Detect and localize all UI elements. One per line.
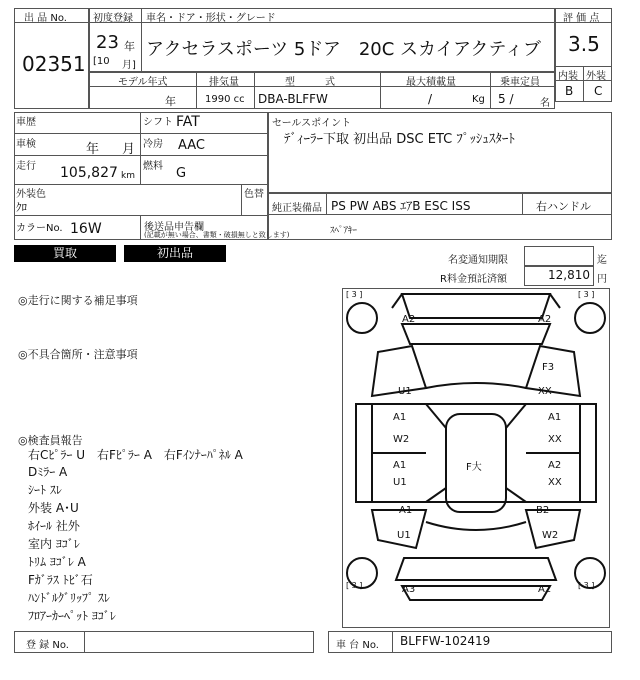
inspector-line: ﾌﾛｱｰｶｰﾍﾟｯﾄ ﾖｺﾞﾚ	[28, 609, 116, 623]
inspector-line: ﾊﾝﾄﾞﾙｸﾞﾘｯﾌﾟ ｽﾚ	[28, 591, 110, 605]
car-name-label: 車名・ドア・形状・グレード	[146, 13, 276, 24]
score-value: 3.5	[568, 32, 600, 56]
sales-point-value: ﾃﾞｨｰﾗｰ下取 初出品 DSC ETC ﾌﾟｯｼｭｽﾀｰﾄ	[284, 132, 515, 147]
inspector-line: 外装 A･U	[28, 501, 79, 515]
mark-left-front-door-2: W2	[393, 434, 410, 445]
registration-year: 23	[96, 32, 119, 53]
first-registration-label: 初度登録	[93, 13, 133, 24]
mark-right-quarter: B2	[536, 505, 550, 516]
tire-front-left	[347, 303, 377, 333]
damage-diagram	[342, 288, 610, 628]
r-fee-yen: 円	[597, 274, 607, 285]
mark-left-quarter: A1	[399, 505, 413, 516]
registration-month: 10	[96, 56, 110, 67]
docs-label: 後送品申告欄	[144, 222, 204, 233]
mark-right-front-door: A1	[548, 412, 562, 423]
shaken-year-unit: 年	[86, 142, 100, 157]
inspector-line: ﾄﾘﾑ ﾖｺﾞﾚ A	[28, 555, 86, 569]
inspector-line: 室内 ﾖｺﾞﾚ	[28, 537, 80, 551]
mark-right-fender-2: XX	[538, 386, 552, 397]
max-load-unit: Kg	[472, 94, 485, 105]
tire-label-front-right: [ 3 ]	[578, 290, 595, 299]
tire-front-right	[575, 303, 605, 333]
ext-color-value: ｸﾛ	[16, 201, 27, 214]
inspector-line: ﾎｲｰﾙ 社外	[28, 519, 80, 533]
shift-value: FAT	[176, 114, 200, 130]
ext-color-label: 外装色	[16, 189, 46, 200]
aircon-value: AAC	[178, 138, 205, 153]
registration-no-label: 登 録 No.	[26, 640, 69, 651]
capacity-value: 5 /	[498, 92, 514, 106]
name-change-label: 名変通知期限	[448, 255, 508, 266]
lot-number-label: 出 品 No.	[24, 13, 67, 24]
mark-right-front-door-2: XX	[548, 434, 562, 445]
capacity-label: 乗車定員	[500, 77, 540, 88]
supplementary-heading: ◎走行に関する補足事項	[18, 294, 138, 307]
docs-value-cell	[268, 215, 612, 240]
equipment-value: PS PW ABS ｴｱB ESC ISS	[331, 199, 471, 213]
name-change-until: 迄	[597, 255, 607, 266]
tire-label-rear-right: [ 3 ]	[578, 581, 595, 590]
registration-month-bracket: [10	[93, 56, 110, 67]
mark-roof: F大	[466, 462, 482, 473]
interior-grade: B	[565, 84, 574, 98]
mark-front-right-bumper: A2	[538, 314, 552, 325]
color-change-label: 色替	[244, 189, 264, 200]
r-fee-label: R料金預託済額	[440, 274, 507, 285]
color-no-value: 16W	[70, 221, 102, 237]
max-load-label: 最大積載量	[406, 77, 456, 88]
mark-rear-left-bumper: A3	[402, 584, 416, 595]
color-no-label: カラーNo.	[16, 223, 63, 234]
mark-rear-right-bumper: A2	[538, 584, 552, 595]
mark-left-quarter-2: U1	[397, 530, 411, 541]
mileage-label: 走行	[16, 161, 36, 172]
handle-value: 右ハンドル	[536, 200, 591, 213]
capacity-unit: 名	[540, 98, 550, 109]
buy-badge: 買取	[14, 245, 116, 262]
fuel-label: 燃料	[143, 161, 163, 172]
mark-left-fender: U1	[398, 386, 412, 397]
lot-number-value: 02351	[22, 52, 86, 76]
mark-right-quarter-2: W2	[542, 530, 559, 541]
sales-point-label: セールスポイント	[272, 118, 352, 129]
equipment-label: 純正装備品	[272, 203, 322, 214]
month-unit: 月]	[122, 60, 136, 71]
inspector-line: Fｶﾞﾗｽ ﾄﾋﾞ石	[28, 573, 93, 587]
max-load-separator: /	[428, 92, 433, 106]
year-unit: 年	[124, 40, 135, 53]
model-year-label: モデル年式	[118, 77, 168, 88]
shaken-label: 車検	[16, 139, 36, 150]
mileage-value: 105,827	[60, 165, 118, 181]
inspector-heading: ◎検査員報告	[18, 434, 83, 447]
aircon-label: 冷房	[143, 139, 163, 150]
fuel-value: G	[176, 166, 187, 181]
model-year-unit: 年	[165, 95, 176, 108]
model-type-label: 型 式	[285, 77, 335, 88]
inspector-line: Dﾐﾗｰ A	[28, 465, 68, 479]
interior-label: 内装	[558, 71, 578, 82]
exterior-grade: C	[594, 84, 603, 98]
tire-label-rear-left: [ 3 ]	[346, 581, 363, 590]
mark-left-front-door: A1	[393, 412, 407, 423]
displacement-label: 排気量	[209, 77, 239, 88]
mark-left-rear-door-2: U1	[393, 477, 407, 488]
mark-left-rear-door: A1	[393, 460, 407, 471]
inspector-line: 右Cﾋﾟﾗｰ U 右Fﾋﾟﾗｰ A 右Fｲﾝﾅｰﾊﾟﾈﾙ A	[28, 448, 243, 462]
exterior-label: 外装	[586, 71, 606, 82]
mark-right-rear-door-2: XX	[548, 477, 562, 488]
docs-note: (記載が無い場合、書類・破損無しと致します)	[144, 231, 290, 239]
score-label: 評 価 点	[563, 13, 600, 24]
mark-front-left-bumper: A2	[402, 314, 416, 325]
first-listing-badge: 初出品	[124, 245, 226, 262]
inspector-line: ｼｰﾄ ｽﾚ	[28, 483, 62, 497]
model-type-value: DBA-BLFFW	[258, 92, 328, 106]
mark-right-fender: F3	[542, 362, 555, 373]
shift-label: シフト	[143, 117, 173, 128]
chassis-no-value: BLFFW-102419	[400, 634, 491, 648]
chassis-no-label: 車 台 No.	[336, 640, 379, 651]
r-fee-value: 12,810	[548, 268, 590, 282]
history-label: 車歴	[16, 117, 36, 128]
defects-heading: ◎不具合箇所・注意事項	[18, 348, 138, 361]
docs-value: ｽﾍﾟｱｷｰ	[330, 226, 358, 236]
tire-label-front-left: [ 3 ]	[346, 290, 363, 299]
shaken-month-unit: 月	[122, 142, 136, 157]
mileage-unit: km	[121, 171, 135, 181]
displacement-value: 1990 cc	[205, 94, 245, 105]
name-change-value	[524, 246, 594, 266]
car-name-value: アクセラスポーツ 5ドア 20C スカイアクティブ	[146, 39, 541, 60]
mark-right-rear-door: A2	[548, 460, 562, 471]
